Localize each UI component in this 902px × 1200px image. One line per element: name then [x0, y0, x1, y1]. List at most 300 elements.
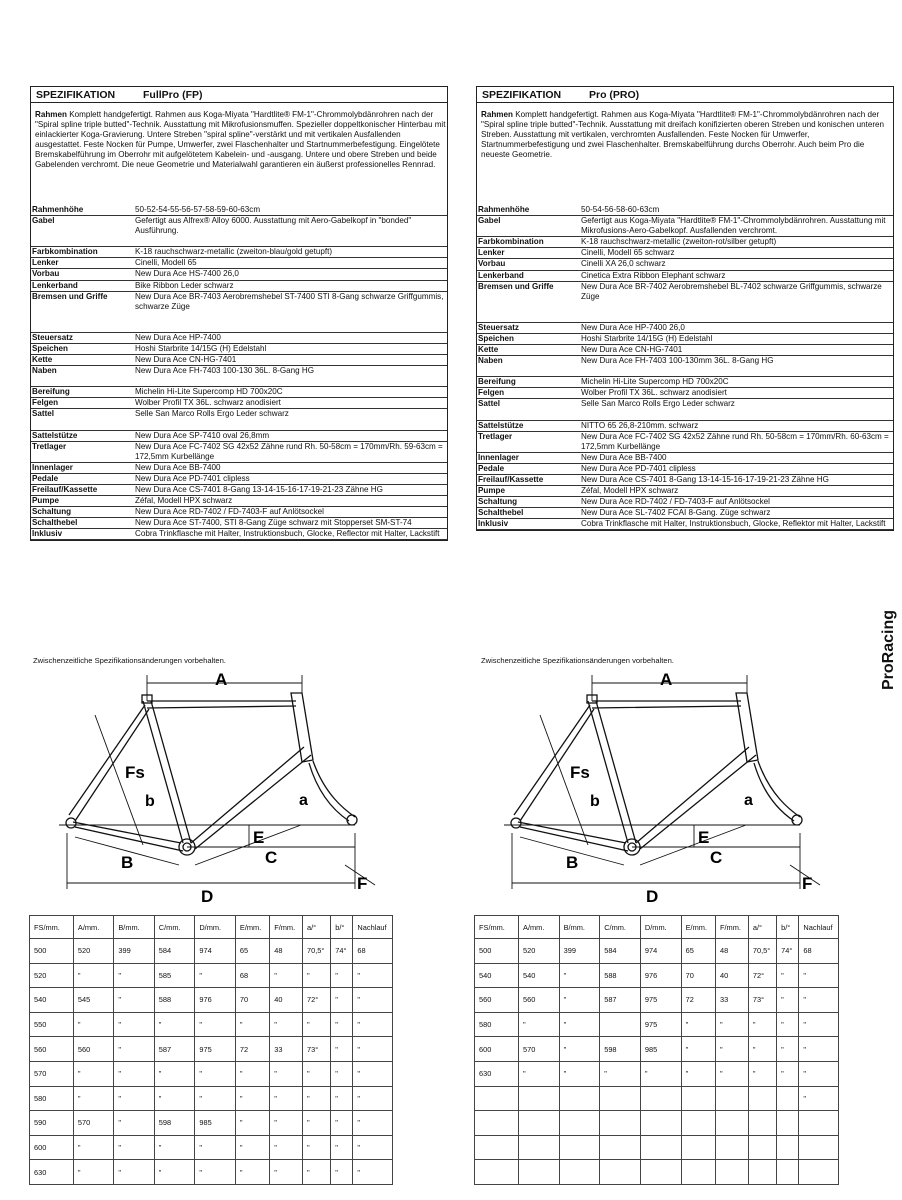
label-b-lower: b [590, 793, 600, 810]
spec-box [30, 86, 448, 541]
frame-description-lead: Rahmen [481, 110, 513, 119]
geometry-header-cell: E/mm. [681, 916, 715, 939]
geometry-cell: 976 [640, 963, 681, 988]
spec-key: Lenkerband [32, 280, 78, 290]
spec-row [31, 333, 447, 344]
geometry-cell: " [270, 1111, 303, 1136]
spec-value: New Dura Ace RD-7402 / FD-7403-F auf Anlötsockel [135, 507, 324, 517]
geometry-cell: " [559, 1012, 600, 1037]
geometry-row [30, 1086, 393, 1111]
spec-key: Pedale [478, 463, 505, 473]
geometry-cell: " [114, 1012, 154, 1037]
spec-value: New Dura Ace BB-7400 [135, 462, 221, 472]
geometry-cell [748, 1160, 776, 1185]
geometry-cell: 520 [30, 963, 74, 988]
spec-row [31, 355, 447, 366]
spec-row [477, 519, 893, 530]
spec-key: Sattel [478, 399, 501, 409]
geometry-cell: " [195, 1135, 236, 1160]
geometry-header-cell: C/mm. [600, 916, 641, 939]
spec-row [31, 387, 447, 398]
geometry-header-cell: A/mm. [519, 916, 560, 939]
geometry-cell: " [353, 963, 393, 988]
geometry-header-cell: Nachlauf [799, 916, 839, 939]
spec-key: Gabel [478, 216, 501, 226]
spec-row [31, 205, 447, 216]
geometry-cell: " [715, 1061, 748, 1086]
geometry-cell: 72 [235, 1037, 269, 1062]
geometry-cell: 630 [30, 1160, 74, 1185]
geometry-row [475, 1061, 839, 1086]
geometry-cell [640, 1160, 681, 1185]
geometry-cell [799, 1160, 839, 1185]
geometry-cell: 598 [154, 1111, 195, 1136]
geometry-header-row [475, 916, 839, 939]
geometry-cell: " [154, 1061, 195, 1086]
geometry-cell: " [681, 1037, 715, 1062]
spec-key: Pumpe [478, 486, 505, 496]
geometry-cell: 70,5° [748, 939, 776, 964]
frame-geometry-diagram-left [55, 665, 400, 910]
spec-value: Selle San Marco Rolls Ergo Leder schwarz [135, 409, 289, 419]
spec-row [477, 388, 893, 399]
geometry-cell: 33 [270, 1037, 303, 1062]
geometry-cell: 72 [681, 988, 715, 1013]
spec-value: New Dura Ace PD-7401 clipless [581, 463, 696, 473]
spec-row [31, 529, 447, 540]
geometry-cell: 73° [303, 1037, 331, 1062]
spec-header-model: Pro (PRO) [589, 88, 640, 101]
spec-row [477, 282, 893, 323]
geometry-cell: 48 [270, 939, 303, 964]
spec-value: New Dura Ace CN-HG-7401 [581, 345, 683, 355]
geometry-cell: 399 [559, 939, 600, 964]
spec-key: Schalthebel [478, 508, 524, 518]
spec-row [31, 518, 447, 529]
spec-row [477, 486, 893, 497]
geometry-cell [559, 1160, 600, 1185]
label-fs: Fs [570, 763, 590, 782]
geometry-cell: " [73, 1135, 113, 1160]
geometry-cell: 985 [640, 1037, 681, 1062]
spec-key: Innenlager [478, 452, 519, 462]
geometry-cell: " [114, 1086, 154, 1111]
spec-key: Felgen [32, 398, 59, 408]
geometry-cell: 48 [715, 939, 748, 964]
spec-value: New Dura Ace RD-7402 / FD-7403-F auf Anlötsockel [581, 497, 770, 507]
geometry-cell: " [270, 1061, 303, 1086]
spec-key: Inklusiv [478, 519, 509, 529]
spec-key: Lenkerband [478, 270, 524, 280]
geometry-cell: " [559, 1037, 600, 1062]
geometry-cell [600, 1135, 641, 1160]
geometry-cell: 570 [73, 1111, 113, 1136]
spec-rows [31, 205, 447, 540]
spec-row [31, 281, 447, 292]
disclaimer-note: Zwischenzeitliche Spezifikationsänderungen vorbehalten. [33, 656, 226, 665]
geometry-cell: 560 [475, 988, 519, 1013]
geometry-header-cell: a/° [303, 916, 331, 939]
spec-value: 50-52-54-55-56-57-58-59-60-63cm [135, 205, 261, 214]
geometry-cell: " [154, 1160, 195, 1185]
geometry-cell: " [303, 1111, 331, 1136]
geometry-cell: 540 [519, 963, 560, 988]
spec-key: Bremsen und Griffe [32, 291, 108, 301]
label-d: D [201, 887, 214, 906]
spec-key: Schalthebel [32, 518, 78, 528]
spec-value: Michelin Hi-Lite Supercomp HD 700x20C [581, 377, 729, 387]
spec-row [31, 269, 447, 280]
geometry-cell: " [154, 1012, 195, 1037]
geometry-cell: " [114, 1135, 154, 1160]
geometry-cell: 975 [195, 1037, 236, 1062]
spec-row [477, 259, 893, 270]
geometry-cell: 72° [748, 963, 776, 988]
geometry-header-row [30, 916, 393, 939]
geometry-cell: 588 [600, 963, 641, 988]
geometry-cell [475, 1135, 519, 1160]
geometry-cell: 560 [519, 988, 560, 1013]
geometry-cell: 70 [681, 963, 715, 988]
spec-value: Cobra Trinkflasche mit Halter, Instruktionsbuch, Glocke, Reflektor mit Halter, Lackstift [581, 519, 886, 529]
geometry-cell: 975 [640, 1012, 681, 1037]
geometry-row [475, 939, 839, 964]
spec-value: New Dura Ace HP-7400 [135, 332, 221, 342]
geometry-header-cell: FS/mm. [475, 916, 519, 939]
geometry-cell [799, 1111, 839, 1136]
label-c: C [710, 848, 723, 867]
geometry-cell: 587 [154, 1037, 195, 1062]
spec-value: Cinelli XA 26,0 schwarz [581, 259, 666, 269]
geometry-cell: 520 [73, 939, 113, 964]
geometry-cell: " [331, 1086, 353, 1111]
geometry-cell: " [519, 1061, 560, 1086]
geometry-cell: " [154, 1135, 195, 1160]
geometry-cell: 630 [475, 1061, 519, 1086]
geometry-cell: 545 [73, 988, 113, 1013]
spec-row [477, 421, 893, 432]
label-a-lower: a [299, 792, 308, 809]
spec-value: New Dura Ace BB-7400 [581, 452, 667, 462]
geometry-header-cell: E/mm. [235, 916, 269, 939]
label-a-upper: A [215, 670, 228, 689]
spec-row [31, 442, 447, 463]
label-b-lower: b [145, 793, 155, 810]
geometry-cell [777, 1111, 799, 1136]
geometry-cell [715, 1086, 748, 1111]
geometry-cell: " [331, 963, 353, 988]
spec-row [477, 432, 893, 453]
label-b-upper: B [121, 853, 134, 872]
geometry-cell: " [353, 1037, 393, 1062]
geometry-cell [475, 1160, 519, 1185]
geometry-cell [600, 1012, 641, 1037]
geometry-cell: 540 [475, 963, 519, 988]
spec-value: New Dura Ace FH-7403 100-130 36L. 8-Gang HG [135, 366, 315, 376]
spec-row [477, 475, 893, 486]
geometry-cell: " [799, 1086, 839, 1111]
geometry-cell [640, 1135, 681, 1160]
geometry-cell: 33 [715, 988, 748, 1013]
geometry-row [30, 988, 393, 1013]
spec-value: New Dura Ace CS-7401 8-Gang 13-14-15-16-17-19-21-23 Zähne HG [135, 484, 383, 494]
geometry-cell: " [519, 1012, 560, 1037]
geometry-table-fullpro [29, 915, 393, 1185]
geometry-row [475, 963, 839, 988]
spec-value: New Dura Ace SP-7410 oval 26,8mm [135, 430, 270, 440]
geometry-cell [519, 1111, 560, 1136]
geometry-cell: 600 [30, 1135, 74, 1160]
spec-key: Schaltung [32, 507, 72, 517]
spec-value: Wolber Profil TX 36L. schwarz anodisiert [135, 398, 281, 408]
side-title: ProRacing [880, 609, 897, 690]
label-a-lower: a [744, 792, 753, 809]
geometry-cell: 985 [195, 1111, 236, 1136]
geometry-cell [748, 1135, 776, 1160]
geometry-cell: " [114, 988, 154, 1013]
spec-value: Bike Ribbon Leder schwarz [135, 280, 234, 290]
geometry-cell: " [73, 1061, 113, 1086]
spec-key: Lenker [32, 258, 59, 268]
spec-value: New Dura Ace BR-7402 Aerobremshebel BL-7402 schwarze Griffgummis, schwarze Züge [581, 281, 882, 301]
geometry-cell: " [114, 1037, 154, 1062]
geometry-cell: " [799, 988, 839, 1013]
geometry-cell: " [353, 1061, 393, 1086]
geometry-cell: " [303, 963, 331, 988]
spec-value: Cinetica Extra Ribbon Elephant schwarz [581, 270, 726, 280]
spec-value: New Dura Ace FH-7403 100-130mm 36L. 8-Gang HG [581, 356, 774, 366]
geometry-header-cell: FS/mm. [30, 916, 74, 939]
geometry-cell: " [303, 1086, 331, 1111]
geometry-cell: 580 [475, 1012, 519, 1037]
geometry-cell: " [331, 1160, 353, 1185]
geometry-cell: 588 [154, 988, 195, 1013]
geometry-cell [475, 1111, 519, 1136]
spec-key: Sattelstütze [32, 430, 78, 440]
geometry-row [30, 1111, 393, 1136]
spec-row [31, 485, 447, 496]
spec-row [31, 507, 447, 518]
spec-row [477, 497, 893, 508]
geometry-cell: 570 [30, 1061, 74, 1086]
geometry-row [475, 1037, 839, 1062]
label-f: F [802, 874, 813, 893]
geometry-header-cell: Nachlauf [353, 916, 393, 939]
spec-row [477, 237, 893, 248]
spec-value: New Dura Ace HP-7400 26,0 [581, 322, 685, 332]
label-fs: Fs [125, 763, 145, 782]
spec-value: Selle San Marco Rolls Ergo Leder schwarz [581, 399, 735, 409]
spec-row [31, 366, 447, 387]
frame-description-lead: Rahmen [35, 110, 67, 119]
spec-rows [477, 205, 893, 530]
geometry-row [475, 1160, 839, 1185]
geometry-cell: " [799, 1061, 839, 1086]
geometry-cell: 520 [519, 939, 560, 964]
geometry-cell [600, 1086, 641, 1111]
spec-header-label: SPEZIFIKATION [482, 88, 562, 101]
spec-header-label: SPEZIFIKATION [36, 88, 116, 101]
geometry-cell: " [303, 1160, 331, 1185]
geometry-cell: " [748, 1037, 776, 1062]
geometry-cell: " [303, 1012, 331, 1037]
geometry-cell: " [777, 1061, 799, 1086]
geometry-cell [519, 1086, 560, 1111]
geometry-row [475, 1135, 839, 1160]
spec-row [477, 345, 893, 356]
geometry-cell: 40 [715, 963, 748, 988]
geometry-cell [559, 1135, 600, 1160]
geometry-cell [715, 1135, 748, 1160]
label-e: E [253, 828, 265, 847]
geometry-row [30, 1135, 393, 1160]
geometry-cell: " [353, 1111, 393, 1136]
spec-key: Bereifung [478, 377, 516, 387]
geometry-cell: " [235, 1086, 269, 1111]
spec-value: K-18 rauchschwarz-metallic (zweiton-rot/silber getupft) [581, 237, 777, 247]
spec-row [477, 334, 893, 345]
geometry-header-cell: B/mm. [114, 916, 154, 939]
spec-key: Rahmenhöhe [32, 205, 84, 214]
spec-row [477, 205, 893, 216]
spec-column-fullpro [30, 86, 448, 541]
geometry-row [475, 988, 839, 1013]
geometry-header-cell: D/mm. [195, 916, 236, 939]
geometry-cell: " [777, 988, 799, 1013]
spec-key: Lenker [478, 248, 505, 258]
frame-description-text: Komplett handgefertigt. Rahmen aus Koga-Miyata "Hardtlite® FM-1"-Chrommolybdänrohren nach der "Spiral spline triple butted"-Technik. Ausstattung mit dreifach konifizierten oberen Streben und konischen unteren Streben. Ausstattung mit vertikalen, verchromten Ausfallenden. Feste Nocken für Umwerfer, Startnummerbefestigung und zwei Flaschenhalter. Bremskabelführung durchs Oberrohr. Auch beim Pro die neueste Geometrie. [481, 110, 885, 160]
geometry-row [30, 1160, 393, 1185]
geometry-header-cell: C/mm. [154, 916, 195, 939]
spec-key: Kette [32, 355, 53, 365]
geometry-cell: 68 [353, 939, 393, 964]
geometry-row [30, 1061, 393, 1086]
geometry-cell: " [777, 963, 799, 988]
geometry-cell: 74° [331, 939, 353, 964]
geometry-row [30, 939, 393, 964]
spec-value: New Dura Ace CS-7401 8-Gang 13-14-15-16-17-19-21-23 Zähne HG [581, 474, 829, 484]
frame-description [477, 103, 893, 205]
geometry-header-cell: a/° [748, 916, 776, 939]
spec-key: Vorbau [32, 269, 60, 279]
geometry-cell [519, 1135, 560, 1160]
spec-key: Farbkombination [32, 247, 98, 257]
disclaimer-note: Zwischenzeitliche Spezifikationsänderungen vorbehalten. [481, 656, 674, 665]
geometry-cell [640, 1086, 681, 1111]
spec-value: Wolber Profil TX 36L. schwarz anodisiert [581, 388, 727, 398]
geometry-cell [748, 1111, 776, 1136]
geometry-cell: " [748, 1061, 776, 1086]
spec-key: Bereifung [32, 387, 70, 397]
spec-value: New Dura Ace CN-HG-7401 [135, 355, 237, 365]
geometry-cell [748, 1086, 776, 1111]
geometry-cell [475, 1086, 519, 1111]
spec-key: Sattelstütze [478, 420, 524, 430]
geometry-cell [681, 1160, 715, 1185]
geometry-cell: " [114, 1111, 154, 1136]
spec-value: Hoshi Starbrite 14/15G (H) Edelstahl [581, 333, 713, 343]
geometry-header-cell: F/mm. [270, 916, 303, 939]
geometry-cell: " [73, 963, 113, 988]
spec-row [31, 247, 447, 258]
label-f: F [357, 874, 368, 893]
geometry-cell: 975 [640, 988, 681, 1013]
geometry-cell: " [799, 1012, 839, 1037]
geometry-cell [681, 1111, 715, 1136]
spec-row [477, 271, 893, 282]
geometry-header-cell: D/mm. [640, 916, 681, 939]
geometry-cell: 584 [600, 939, 641, 964]
spec-key: Speichen [32, 343, 68, 353]
geometry-cell: 40 [270, 988, 303, 1013]
geometry-header-cell: b/° [777, 916, 799, 939]
spec-row [477, 323, 893, 334]
geometry-cell: 587 [600, 988, 641, 1013]
geometry-cell: " [195, 963, 236, 988]
spec-header [31, 87, 447, 103]
geometry-cell: " [681, 1061, 715, 1086]
spec-row [477, 464, 893, 475]
spec-row [477, 356, 893, 377]
geometry-cell: " [777, 1012, 799, 1037]
geometry-cell: 68 [799, 939, 839, 964]
geometry-cell: 585 [154, 963, 195, 988]
spec-key: Felgen [478, 388, 505, 398]
geometry-cell [681, 1086, 715, 1111]
spec-key: Farbkombination [478, 237, 544, 247]
geometry-cell: " [270, 1135, 303, 1160]
geometry-cell: " [195, 1160, 236, 1185]
label-a-upper: A [660, 670, 673, 689]
geometry-cell: 570 [519, 1037, 560, 1062]
geometry-cell: " [195, 1086, 236, 1111]
spec-value: New Dura Ace BR-7403 Aerobremshebel ST-7400 STI 8-Gang schwarze Griffgummis, schwarze Züge [135, 291, 444, 311]
geometry-header-cell: b/° [331, 916, 353, 939]
geometry-cell: " [799, 963, 839, 988]
geometry-cell [559, 1111, 600, 1136]
geometry-cell: " [777, 1037, 799, 1062]
geometry-cell: " [270, 1086, 303, 1111]
geometry-cell: " [600, 1061, 641, 1086]
geometry-cell: 74° [777, 939, 799, 964]
spec-row [477, 453, 893, 464]
geometry-cell: " [270, 963, 303, 988]
spec-row [477, 399, 893, 420]
spec-value: Zéfal, Modell HPX schwarz [581, 486, 679, 496]
geometry-cell: " [235, 1160, 269, 1185]
spec-row [477, 377, 893, 388]
geometry-cell: " [270, 1012, 303, 1037]
geometry-cell: 600 [475, 1037, 519, 1062]
geometry-cell: " [559, 988, 600, 1013]
geometry-cell: " [559, 963, 600, 988]
geometry-cell: " [270, 1160, 303, 1185]
spec-value: New Dura Ace SL-7402 FCAI 8-Gang. Züge schwarz [581, 508, 771, 518]
geometry-cell: 540 [30, 988, 74, 1013]
spec-key: Rahmenhöhe [478, 205, 530, 214]
geometry-cell: 560 [30, 1037, 74, 1062]
geometry-cell: 500 [475, 939, 519, 964]
geometry-cell: " [715, 1012, 748, 1037]
spec-key: Speichen [478, 333, 514, 343]
geometry-cell: 560 [73, 1037, 113, 1062]
geometry-cell [777, 1135, 799, 1160]
spec-key: Tretlager [32, 441, 67, 451]
spec-key: Schaltung [478, 497, 518, 507]
spec-key: Inklusiv [32, 529, 63, 539]
geometry-cell: " [331, 1012, 353, 1037]
spec-key: Sattel [32, 409, 55, 419]
